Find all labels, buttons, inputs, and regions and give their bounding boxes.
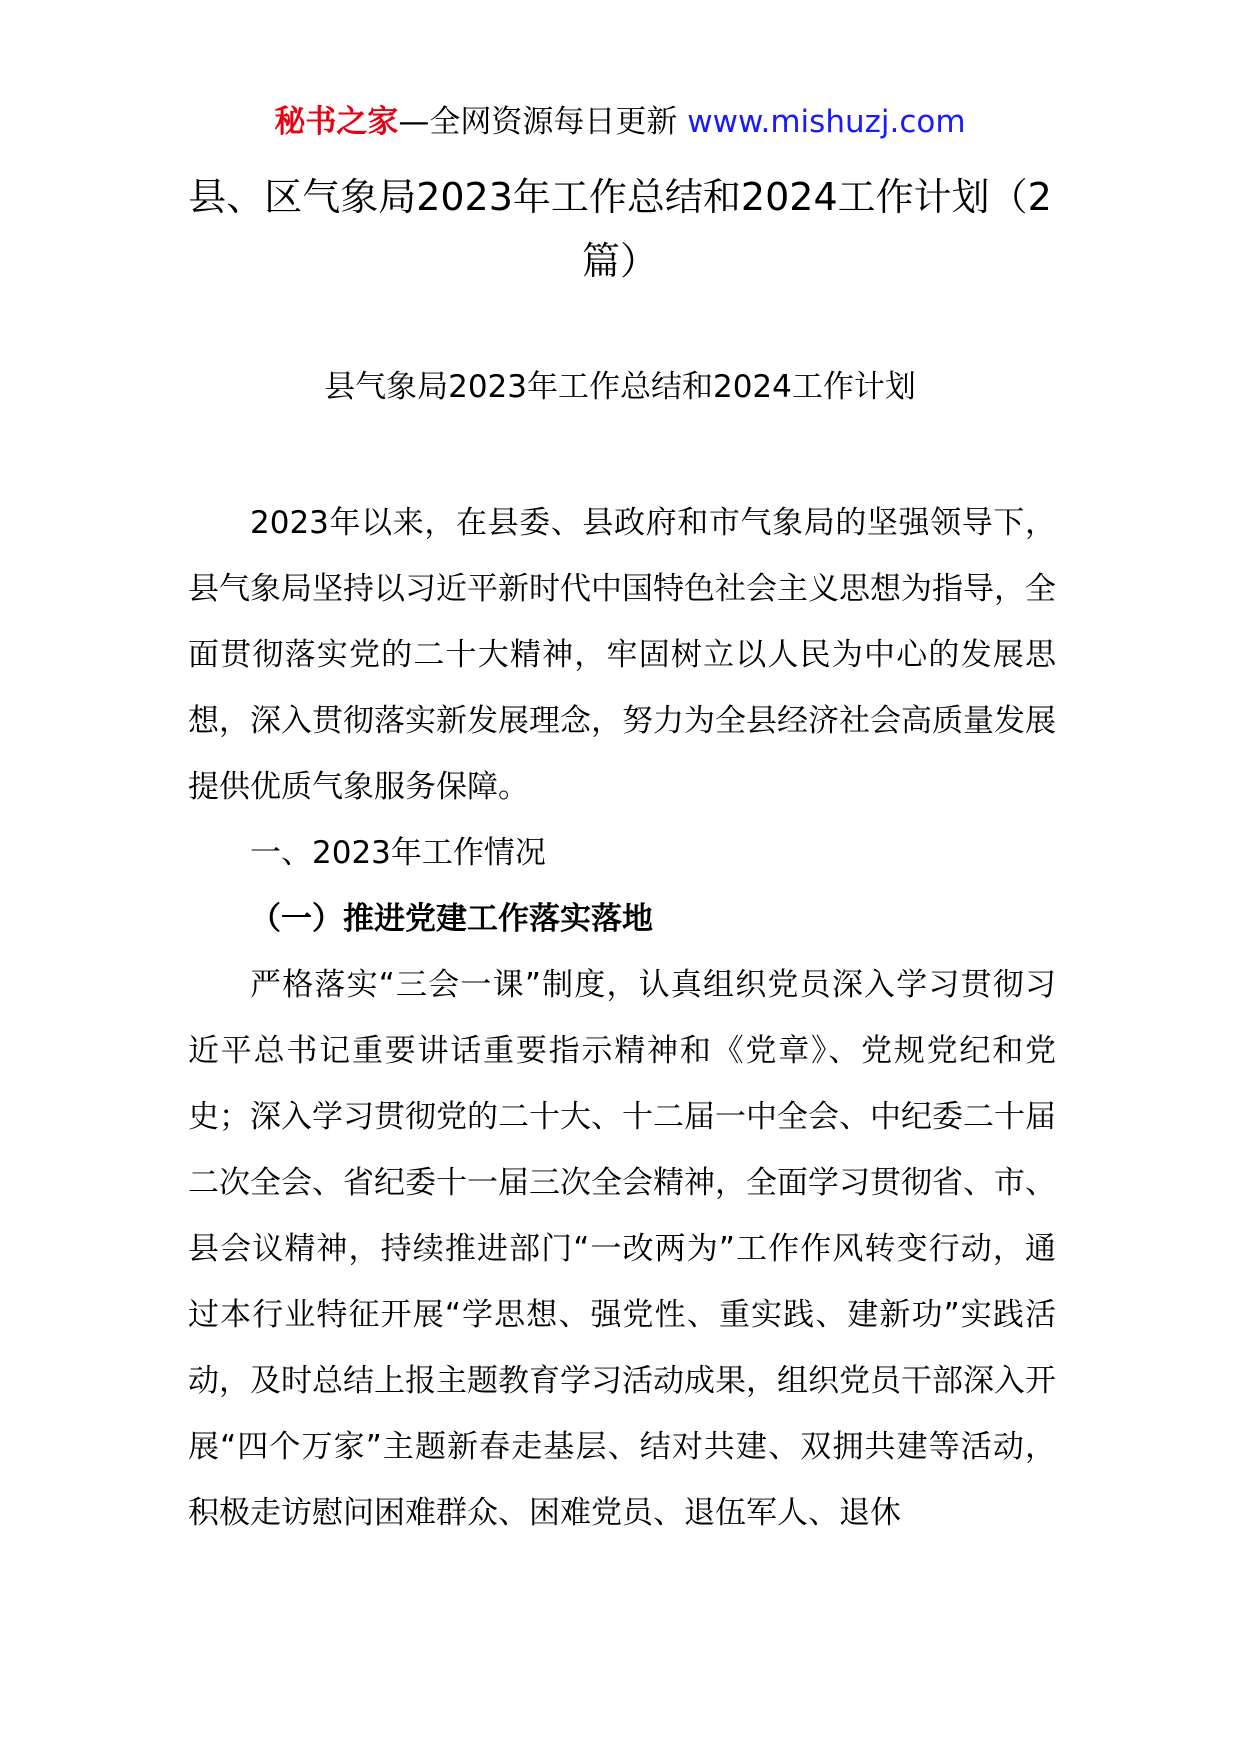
paragraph-body: 严格落实“三会一课”制度，认真组织党员深入学习贯彻习近平总书记重要讲话重要指示精神和《党章》、党规党纪和党史；深入学习贯彻党的二十大、十二届一中全会、中纪委二十届二次全会、省纪委十一届三次全会精神，全面学习贯彻省、市、县会议精神，持续推进部门“一改两为”工作作风转变行动，通过本行业特征开展“学思想、强党性、重实践、建新功”实践活动，及时总结上报主题教育学习活动成果，组织党员干部深入开展“四个万家”主题新春走基层、结对共建、双拥共建等活动，积极走访慰问困难群众、困难党员、退伍军人、退休	[188, 967, 1056, 1531]
document-body	[188, 490, 1056, 1546]
paragraph-intro: 2023年以来，在县委、县政府和市气象局的坚强领导下，县气象局坚持以习近平新时代中国特色社会主义思想为指导，全面贯彻落实党的二十大精神，牢固树立以人民为中心的发展思想，深入贯彻落实新发展理念，努力为全县经济社会高质量发展提供优质气象服务保障。	[188, 505, 1056, 805]
document-subtitle: 县气象局2023年工作总结和2024工作计划	[324, 369, 916, 405]
site-header	[0, 100, 1240, 144]
document-title: 县、区气象局2023年工作总结和2024工作计划（2篇）	[188, 175, 1052, 283]
subsection-heading: （一）推进党建工作落实落地	[250, 901, 653, 937]
tagline: —全网资源每日更新	[398, 104, 678, 140]
section-heading: 一、2023年工作情况	[250, 835, 546, 871]
brand-name: 秘书之家	[274, 104, 399, 140]
site-url[interactable]: www.mishuzj.com	[687, 104, 966, 140]
